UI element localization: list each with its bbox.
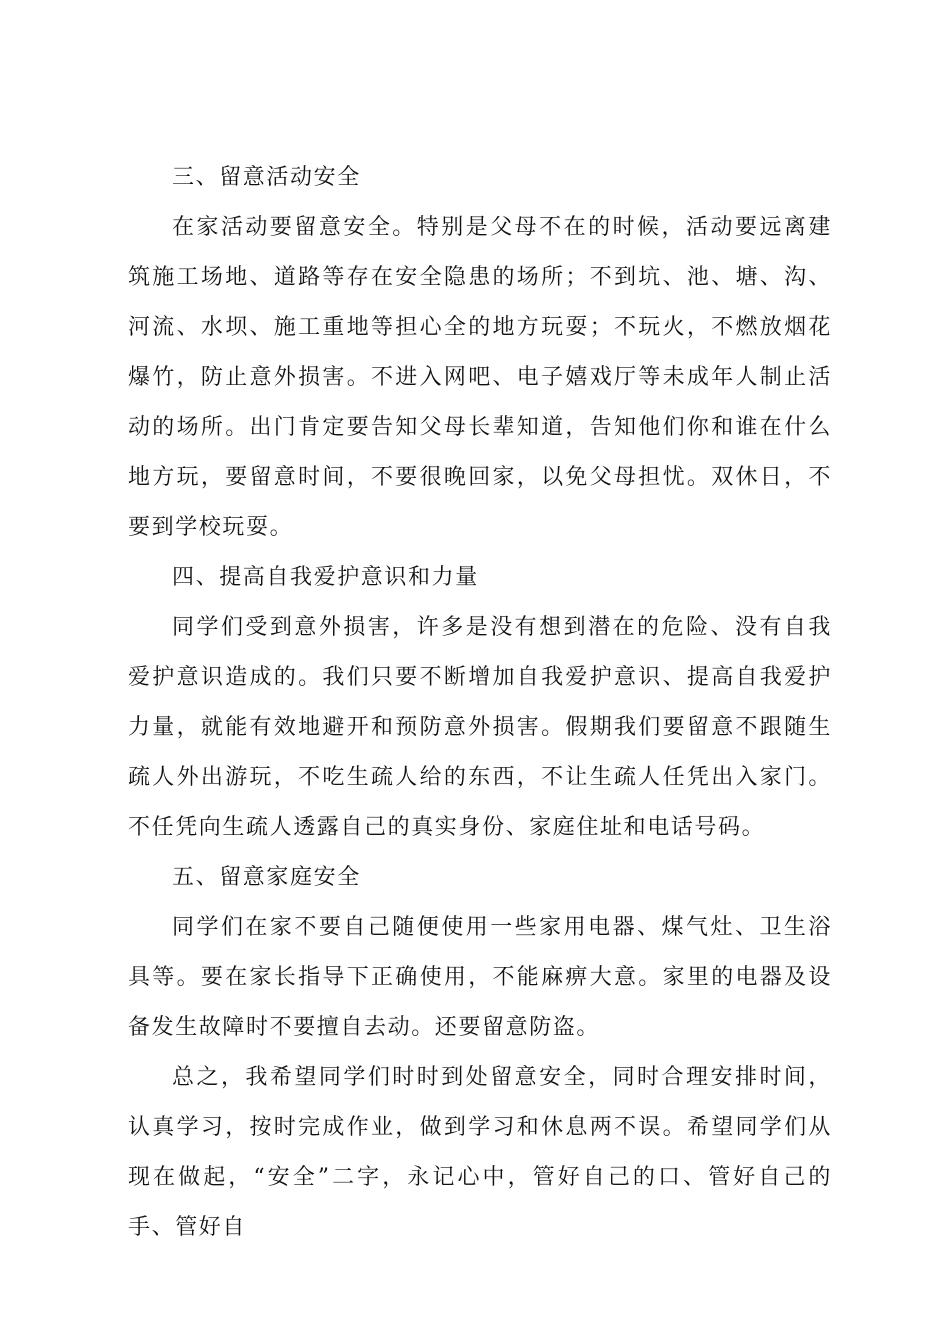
section-heading-5: 五、留意家庭安全 (172, 865, 361, 890)
document-body (128, 153, 832, 1253)
section-heading-3: 三、留意活动安全 (172, 165, 361, 190)
section-heading-4: 四、提高自我爱护意识和力量 (172, 565, 479, 590)
paragraph-conclusion: 总之，我希望同学们时时到处留意安全，同时合理安排时间，认真学习，按时完成作业，做到学习和休息两不误。希望同学们从现在做起，“安全”二字，永记心中，管好自己的口、管好自己的手、管好自 (128, 1065, 832, 1240)
paragraph-activity-safety: 在家活动要留意安全。特别是父母不在的时候，活动要远离建筑施工场地、道路等存在安全隐患的场所；不到坑、池、塘、沟、河流、水坝、施工重地等担心全的地方玩耍；不玩火，不燃放烟花爆竹，防止意外损害。不进入网吧、电子嬉戏厅等未成年人制止活动的场所。出门肯定要告知父母长辈知道，告知他们你和谁在什么地方玩，要留意时间，不要很晚回家，以免父母担忧。双休日，不要到学校玩耍。 (128, 215, 832, 540)
paragraph-home-safety: 同学们在家不要自己随便使用一些家用电器、煤气灶、卫生浴具等。要在家长指导下正确使用，不能麻痹大意。家里的电器及设备发生故障时不要擅自去动。还要留意防盗。 (128, 915, 832, 1040)
paragraph-self-protection: 同学们受到意外损害，许多是没有想到潜在的危险、没有自我爱护意识造成的。我们只要不断增加自我爱护意识、提高自我爱护力量，就能有效地避开和预防意外损害。假期我们要留意不跟随生疏人外出游玩，不吃生疏人给的东西，不让生疏人任凭出入家门。不任凭向生疏人透露自己的真实身份、家庭住址和电话号码。 (128, 615, 832, 840)
